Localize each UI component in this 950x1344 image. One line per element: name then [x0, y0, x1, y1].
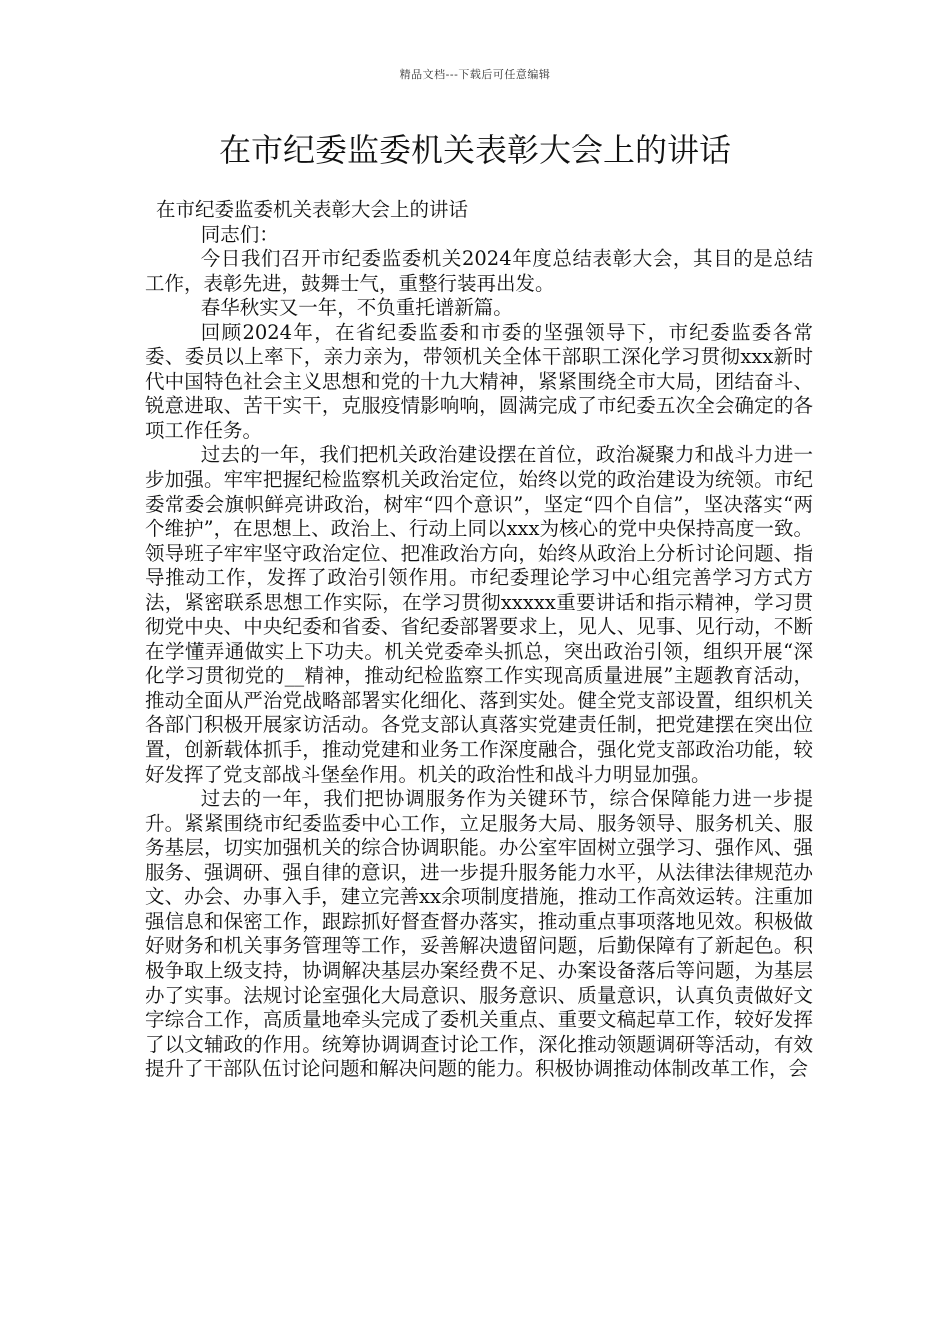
header-note: 精品文档---下载后可任意编辑 — [399, 68, 551, 81]
paragraph: 春华秋实又一年，不负重托谱新篇。 — [200, 296, 513, 320]
document-body — [145, 198, 813, 1082]
paragraph: 过去的一年，我们把机关政治建设摆在首位，政治凝聚力和战斗力进一步加强。牢牢把握纪检监察机关政治定位，始终以党的政治建设为统领。市纪委常委会旗帜鲜亮讲政治，树牢“四个意识”，坚定“四个自信”，坚决落实“两个维护”，在思想上、政治上、行动上同以xxx为核心的党中央保持高度一致。领导班子牢牢坚守政治定位、把准政治方向，始终从政治上分析讨论问题、指导推动工作，发挥了政治引领作用。市纪委理论学习中心组完善学习方式方法，紧密联系思想工作实际，在学习贯彻xxxxx重要讲话和指示精神，学习贯彻党中央、中央纪委和省委、省纪委部署要求上，见人、见事、见行动，不断在学懂弄通做实上下功夫。机关党委牵头抓总，突出政治引领，组织开展“深化学习贯彻党的__精神，推动纪检监察工作实现高质量进展”主题教育活动，推动全面从严治党战略部署实化细化、落到实处。健全党支部设置，组织机关各部门积极开展家访活动。各党支部认真落实党建责任制，把党建摆在突出位置，创新载体抓手，推动党建和业务工作深度融合，强化党支部政治功能，较好发挥了党支部战斗堡垒作用。机关的政治性和战斗力明显加强。 — [145, 443, 813, 786]
document-title: 在市纪委监委机关表彰大会上的讲话 — [218, 131, 731, 169]
document-subtitle: 在市纪委监委机关表彰大会上的讲话 — [156, 198, 469, 221]
salutation: 同志们： — [200, 222, 279, 246]
paragraph: 回顾2024年，在省纪委监委和市委的坚强领导下，市纪委监委各常委、委员以上率下，亲力亲为，带领机关全体干部职工深化学习贯彻xxx新时代中国特色社会主义思想和党的十九大精神，紧紧围绕全市大局，团结奋斗、锐意进取、苦干实干，克服疫情影响响，圆满完成了市纪委五次全会确定的各项工作任务。 — [145, 320, 813, 442]
paragraph: 过去的一年，我们把协调服务作为关键环节，综合保障能力进一步提升。紧紧围绕市纪委监委中心工作，立足服务大局、服务领导、服务机关、服务基层，切实加强机关的综合协调职能。办公室牢固树立强学习、强作风、强服务、强调研、强自律的意识，进一步提升服务能力水平，从法律法律规范办文、办会、办事入手，建立完善xx余项制度措施，推动工作高效运转。注重加强信息和保密工作，跟踪抓好督查督办落实，推动重点事项落地见效。积极做好财务和机关事务管理等工作，妥善解决遗留问题，后勤保障有了新起色。积极争取上级支持，协调解决基层办案经费不足、办案设备落后等问题，为基层办了实事。法规讨论室强化大局意识、服务意识、质量意识，认真负责做好文字综合工作，高质量地牵头完成了委机关重点、重要文稿起草工作，较好发挥了以文辅政的作用。统筹协调调查讨论工作，深化推动领题调研等活动，有效提升了干部队伍讨论问题和解决问题的能力。积极协调推动体制改革工作，会 — [145, 787, 813, 1081]
paragraph: 今日我们召开市纪委监委机关2024年度总结表彰大会，其目的是总结工作，表彰先进，鼓舞士气，重整行装再出发。 — [145, 247, 813, 295]
